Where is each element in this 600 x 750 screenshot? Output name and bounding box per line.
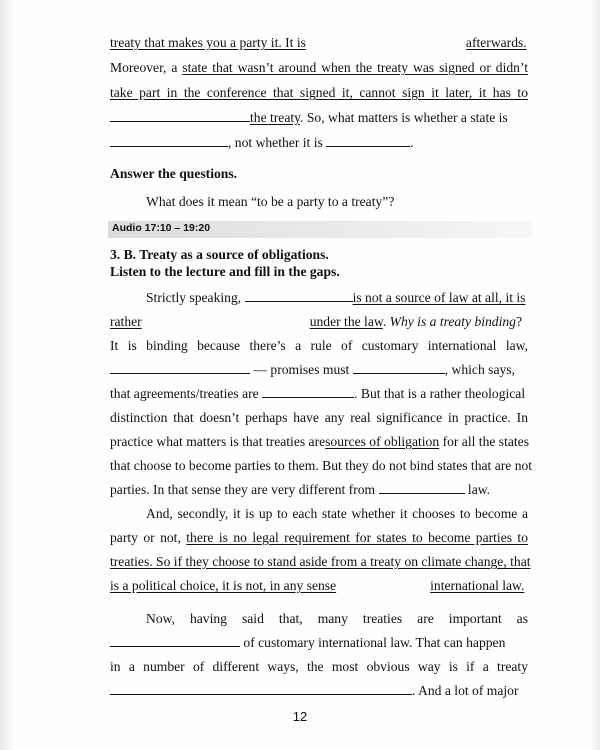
fill-gap[interactable] — [379, 481, 465, 494]
underlined-text: sources of obligation — [325, 434, 440, 449]
fill-gap[interactable] — [110, 634, 240, 647]
text-line-p2-3: treaties. So if they choose to stand aside from a treaty on climate change, that — [110, 554, 531, 569]
text: . — [382, 314, 387, 329]
underlined-text: under the law — [309, 314, 383, 329]
fill-gap[interactable] — [326, 134, 410, 147]
text-line-p2-1: And, secondly, it is up to each state whether it chooses to become a — [146, 506, 528, 521]
fill-gap[interactable] — [110, 109, 250, 122]
text-line-p3-2 — [110, 634, 528, 652]
text: parties. In that sense they are very different from — [110, 482, 376, 497]
question-text: What does it mean “to be a party to a treaty”? — [146, 194, 395, 209]
text-line-p1-2 — [110, 313, 528, 331]
text: — promises must — [253, 362, 350, 377]
text: practice what matters is that treaties are — [110, 434, 326, 449]
section-instruction: Listen to the lecture and fill in the gaps. — [110, 264, 340, 279]
underlined-text: is not a source of law at all, it is — [352, 290, 526, 305]
text: that agreements/treaties are — [110, 386, 259, 401]
underlined-text: the treaty — [250, 110, 301, 125]
underlined-text: there is no legal requirement for states to become parties to — [186, 530, 529, 545]
text-line-1 — [110, 34, 528, 52]
fill-gap[interactable] — [110, 134, 228, 147]
text-line-p3-1: Now, having said that, many treaties are important as — [146, 611, 528, 626]
text-line-p1-9 — [110, 481, 528, 499]
fill-gap[interactable] — [110, 682, 412, 695]
text: law. — [467, 482, 491, 497]
fill-gap[interactable] — [262, 385, 354, 398]
text: Strictly speaking, — [146, 290, 242, 305]
text: party or not, — [110, 530, 181, 545]
answer-heading: Answer the questions. — [110, 166, 238, 181]
text: for all the states — [442, 434, 530, 449]
text: . But that is a rather theological — [354, 386, 526, 401]
text: , not whether it is — [228, 135, 323, 150]
underlined-text: international law. — [430, 578, 525, 593]
section-title: 3. B. Treaty as a source of obligations. — [110, 247, 329, 262]
italic-question: Why is a treaty binding — [389, 314, 516, 329]
text-line-p3-4 — [110, 682, 528, 700]
underlined-text: afterwards. — [465, 35, 527, 50]
audio-label: Audio 17:10 – 19:20 — [112, 222, 211, 234]
text-line-5 — [110, 134, 528, 152]
text-line-2 — [110, 59, 528, 77]
page-edge-shadow-right — [590, 0, 600, 750]
underlined-text: rather — [110, 314, 142, 329]
text-line-p2-4 — [110, 577, 528, 595]
text-line-p1-4 — [110, 361, 528, 379]
fill-gap[interactable] — [353, 361, 445, 374]
text-line-p1-7 — [110, 433, 528, 451]
text-line-4 — [110, 109, 528, 127]
text-line-p1-8: that choose to become parties to them. But they do not bind states that are not — [110, 458, 533, 473]
text-line-p3-3: in a number of different ways, the most obvious way is if a treaty — [110, 659, 528, 674]
text-line-p1-1 — [110, 289, 528, 307]
text: , which says, — [444, 362, 515, 377]
text-line-p1-6: distinction that doesn’t perhaps have any real significance in practice. In — [110, 410, 528, 425]
text: Moreover, a — [110, 60, 178, 75]
fill-gap[interactable] — [245, 289, 353, 302]
text-line-p1-3: It is binding because there’s a rule of customary international law, — [110, 338, 528, 353]
underlined-text: state that wasn’t around when the treaty was signed or didn’t — [182, 60, 529, 75]
page-edge-shadow — [0, 0, 14, 750]
text-line-p2-2 — [110, 529, 528, 547]
underlined-text: is a political choice, it is not, in any sense — [110, 578, 337, 593]
text: ? — [515, 314, 523, 329]
text-line-3: take part in the conference that signed it, cannot sign it later, it has to — [110, 85, 528, 100]
text: . — [410, 135, 414, 150]
fill-gap[interactable] — [110, 361, 250, 374]
text: . And a lot of major — [412, 683, 519, 698]
text: . So, what matters is whether a state is — [300, 110, 508, 125]
page-number: 12 — [292, 709, 308, 724]
text-line-p1-5 — [110, 385, 528, 403]
text: of customary international law. That can happen — [243, 635, 506, 650]
underlined-text: treaty that makes you a party it. It is — [110, 35, 306, 50]
